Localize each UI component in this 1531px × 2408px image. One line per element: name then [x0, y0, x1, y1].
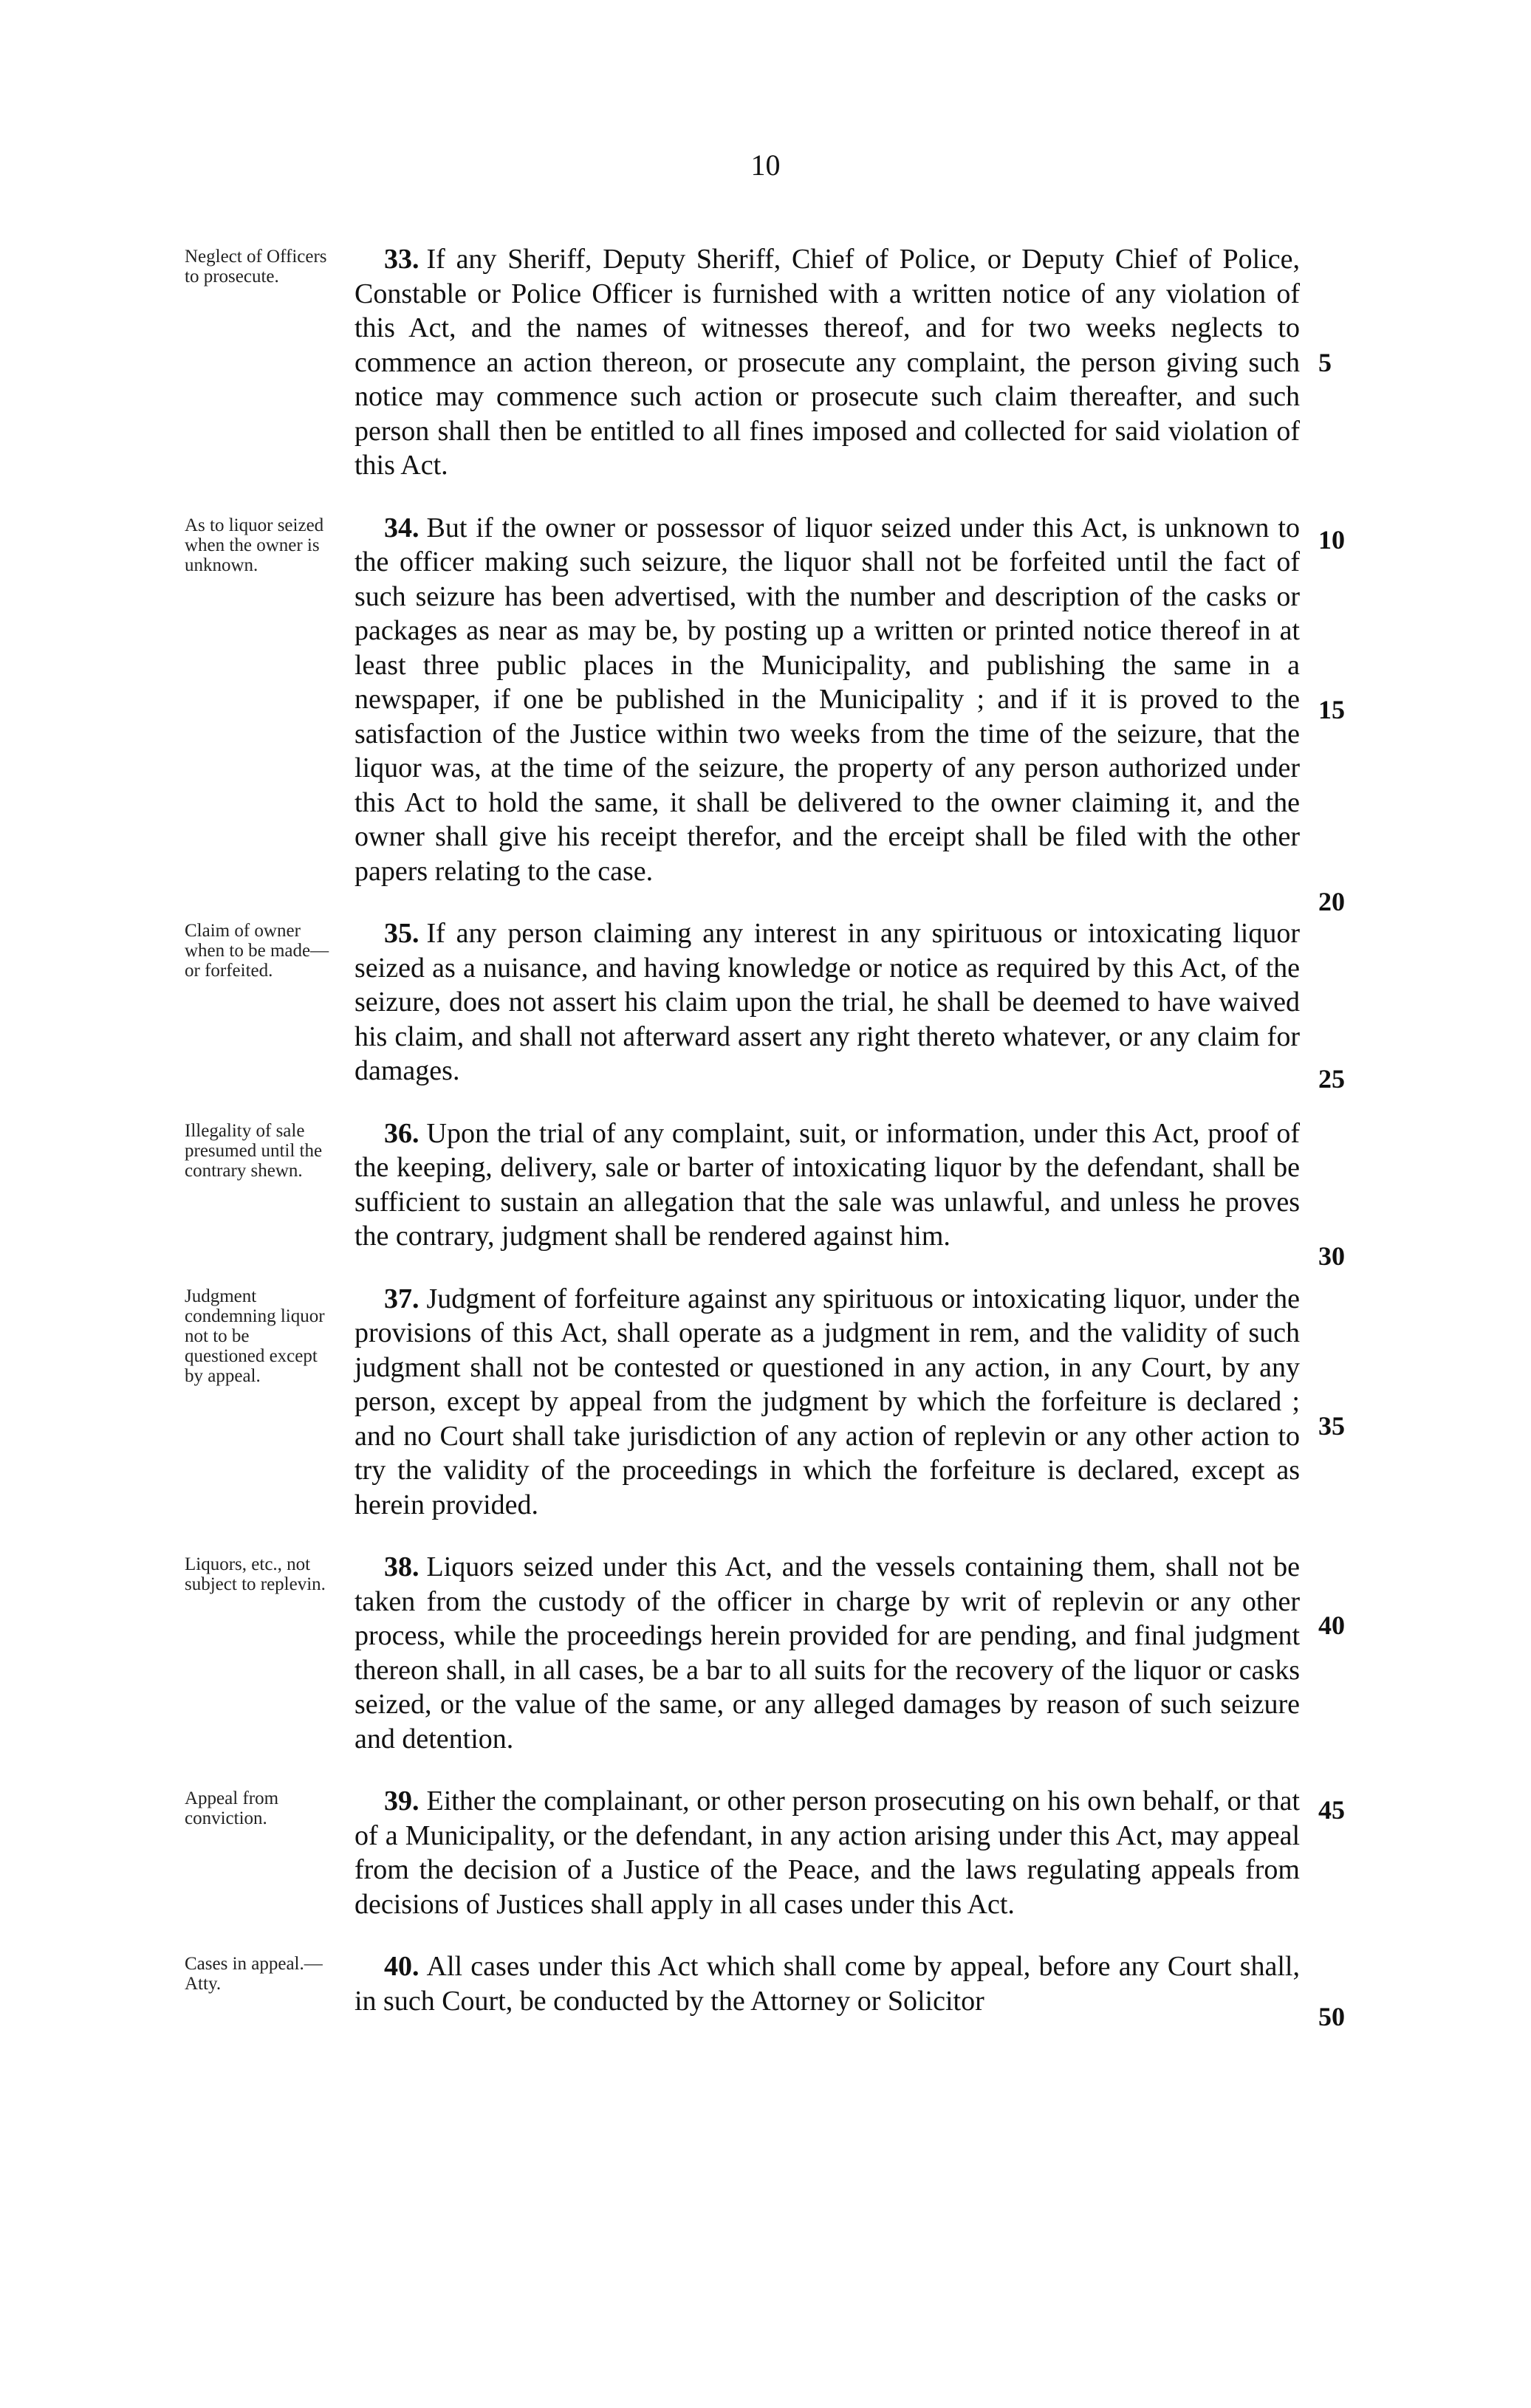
margin-note: Claim of owner when to be made—or forfeited.: [185, 921, 329, 981]
section-number: 33.: [384, 244, 419, 275]
section-text: [355, 242, 1300, 483]
margin-note: As to liquor seized when the owner is unknown.: [185, 515, 324, 575]
section-body: But if the owner or possessor of liquor seized under this Act, is unknown to the officer making such seizure, the liquor shall not be forfeited until the fact of such seizure has been advertised, with the number and description of the casks or packages as near as may be, by posting up a written or printed notice thereof in at least three public places in the Municipality, and publishing the same in a newspaper, if one be published in the Municipality ; and if it is proved to the satisfaction of the Justice within two weeks from the time of the seizure, that the liquor was, at the time of the seizure, the property of any person authorized under this Act to hold the same, it shall be delivered to the owner claiming it, and the owner shall give his receipt therefor, and the erceipt shall be filed with the other papers relating to the case.: [355, 512, 1300, 887]
section-40: [0, 1949, 1531, 2018]
section-36: [0, 1116, 1531, 1254]
line-number: 15: [1318, 695, 1345, 724]
section-number: 40.: [384, 1951, 419, 1982]
section-text: [355, 1116, 1300, 1254]
line-number: 25: [1318, 1064, 1345, 1094]
section-34: [0, 511, 1531, 889]
line-number: 5: [1318, 348, 1332, 377]
section-text: [355, 1550, 1300, 1756]
line-number: 10: [1318, 525, 1345, 555]
line-number: 45: [1318, 1795, 1345, 1825]
section-35: [0, 916, 1531, 1088]
margin-note: Judgment condemning liquor not to be questioned except by appeal.: [185, 1286, 325, 1386]
section-text: [355, 1282, 1300, 1523]
section-text: [355, 1949, 1300, 2018]
section-body: If any person claiming any interest in any spirituous or intoxicating liquor seized as a nuisance, and having knowledge or notice as required by this Act, of the seizure, does not assert his claim upon the trial, he shall be deemed to have waived his claim, and shall not afterward assert any right thereto whatever, or any claim for damages.: [355, 918, 1300, 1086]
section-body: Either the complainant, or other person prosecuting on his own behalf, or that of a Municipality, or the defendant, in any action arising under this Act, may appeal from the decision of a Justice of the Peace, and the laws regulating appeals from decisions of Justices shall apply in all cases under this Act.: [355, 1786, 1300, 1920]
line-number: 35: [1318, 1411, 1345, 1441]
section-number: 35.: [384, 918, 419, 949]
margin-note: Neglect of Officers to prosecute.: [185, 247, 327, 287]
section-39: [0, 1784, 1531, 1921]
section-38: [0, 1550, 1531, 1756]
sections-container: [0, 214, 1531, 2046]
section-33: [0, 242, 1531, 483]
line-number: 30: [1318, 1241, 1345, 1271]
section-number: 36.: [384, 1117, 419, 1149]
margin-note: Appeal from conviction.: [185, 1788, 279, 1828]
section-text: [355, 511, 1300, 889]
section-body: Liquors seized under this Act, and the vessels containing them, shall not be taken from the custody of the officer in charge by writ of replevin or any other process, while the proceedings herein provided for are pending, and final judgment thereon shall, in all cases, be a bar to all suits for the recovery of the liquor or casks seized, or the value of the same, or any alleged damages by reason of such seizure and detention.: [355, 1551, 1300, 1754]
section-body: Upon the trial of any complaint, suit, or information, under this Act, proof of the keeping, delivery, sale or barter of intoxicating liquor by the defendant, shall be sufficient to sustain an allegation that the sale was unlawful, and unless he proves the contrary, judgment shall be rendered against him.: [355, 1117, 1300, 1252]
margin-note: Illegality of sale presumed until the contrary shewn.: [185, 1120, 323, 1181]
page-number: 10: [750, 148, 781, 182]
section-body: All cases under this Act which shall come by appeal, before any Court shall, in such Court, be conducted by the Attorney or Solicitor: [355, 1951, 1300, 2017]
margin-note: Cases in appeal.—Atty.: [185, 1954, 323, 1994]
margin-note: Liquors, etc., not subject to replevin.: [185, 1554, 326, 1594]
section-number: 39.: [384, 1786, 419, 1817]
line-number: 40: [1318, 1611, 1345, 1640]
section-37: [0, 1282, 1531, 1523]
line-number: 50: [1318, 2002, 1345, 2031]
line-number: 20: [1318, 887, 1345, 916]
section-text: [355, 1784, 1300, 1921]
section-number: 37.: [384, 1283, 419, 1314]
section-body: If any Sheriff, Deputy Sheriff, Chief of Police, or Deputy Chief of Police, Constable or Police Officer is furnished with a written notice of any violation of this Act, and the names of witnesses thereof, and for two weeks neglects to commence an action thereon, or prosecute any complaint, the person giving such notice may commence such action or prosecute such claim thereafter, and such person shall then be entitled to all fines imposed and collected for said violation of this Act.: [355, 244, 1300, 481]
section-number: 38.: [384, 1551, 419, 1582]
section-text: [355, 916, 1300, 1088]
section-body: Judgment of forfeiture against any spirituous or intoxicating liquor, under the provisions of this Act, shall operate as a judgment in rem, and the validity of such judgment shall not be contested or questioned in any action, in any Court, by any person, except by appeal from the judgment by which the forfeiture is declared ; and no Court shall take jurisdiction of any action of replevin or any other action to try the validity of the proceedings in which the forfeiture is declared, except as herein provided.: [355, 1283, 1300, 1520]
section-number: 34.: [384, 512, 419, 543]
